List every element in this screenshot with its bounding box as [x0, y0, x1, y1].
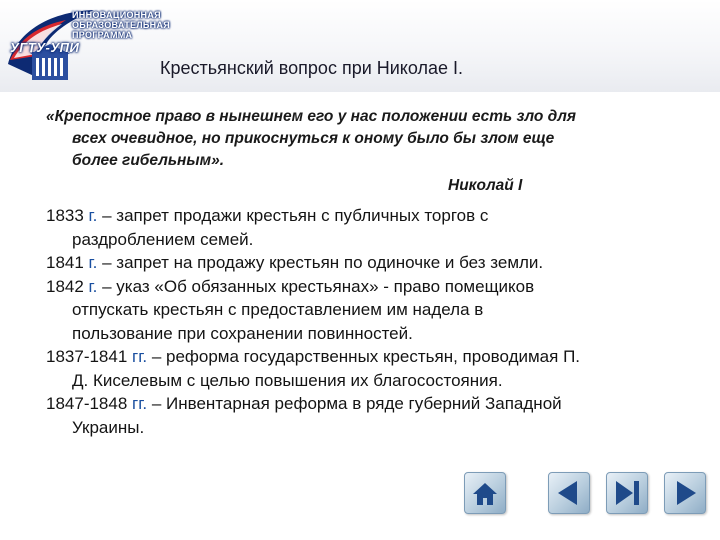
next-slide-button[interactable]	[664, 472, 706, 514]
event-year-suffix: г.	[83, 276, 98, 296]
event-line	[46, 275, 706, 299]
event-line	[46, 345, 706, 369]
quote-line: всех очевидное, но прикоснуться к оному было бы злом еще	[72, 130, 555, 147]
quote-block	[46, 106, 696, 172]
event-line: Украины.	[72, 417, 145, 437]
logo-caption	[72, 10, 171, 40]
event-year-suffix: гг.	[127, 394, 148, 413]
home-button[interactable]	[464, 472, 506, 514]
event-text: – запрет на продажу крестьян по одиночке и без земли.	[97, 253, 544, 272]
event-year: 1833	[46, 206, 84, 225]
event-text: – указ «Об обязанных крестьянах» - право помещиков	[97, 276, 535, 296]
last-slide-button[interactable]	[606, 472, 648, 514]
event-item	[46, 204, 706, 251]
event-text: – Инвентарная реформа в ряде губерний Западной	[147, 394, 562, 413]
slide-title: Крестьянский вопрос при Николае I.	[160, 58, 464, 78]
event-line: пользование при сохранении повинностей.	[72, 323, 413, 343]
quote-line: «Крепостное право в нынешнем его у нас положении есть зло для	[46, 108, 577, 125]
arrow-right-icon	[665, 473, 705, 513]
event-item	[46, 275, 706, 346]
quote-author: Николай I	[448, 177, 523, 194]
event-item	[46, 251, 706, 275]
university-logo	[6, 4, 171, 84]
event-year: 1847-1848	[46, 394, 128, 413]
event-text: – запрет продажи крестьян с публичных торгов с	[97, 206, 489, 225]
arrow-left-icon	[549, 473, 589, 513]
event-year: 1837-1841	[46, 347, 128, 366]
event-line	[46, 392, 706, 416]
event-item	[46, 345, 706, 392]
event-year-suffix: г.	[83, 253, 98, 272]
logo-caption-line: ИННОВАЦИОННАЯ	[72, 10, 161, 20]
event-line	[46, 251, 706, 275]
event-text: – реформа государственных крестьян, проводимая П.	[147, 347, 581, 366]
quote-line: более гибельным».	[72, 152, 225, 169]
event-year: 1841	[46, 253, 84, 272]
events-list	[46, 204, 706, 439]
event-year: 1842	[46, 276, 84, 296]
logo-caption-line: ПРОГРАММА	[72, 30, 133, 40]
logo-brand: УГТУ-УПИ	[10, 40, 80, 55]
event-year-suffix: гг.	[127, 347, 148, 366]
home-icon	[465, 473, 505, 513]
skip-to-end-icon	[607, 473, 647, 513]
event-year-suffix: г.	[83, 206, 98, 225]
previous-slide-button[interactable]	[548, 472, 590, 514]
event-line	[46, 204, 706, 228]
event-line: отпускать крестьян с предоставлением им надела в	[72, 300, 484, 319]
event-line: раздроблением семей.	[72, 229, 254, 249]
event-line: Д. Киселевым с целью повышения их благосостояния.	[72, 370, 503, 390]
event-item	[46, 392, 706, 439]
logo-caption-line: ОБРАЗОВАТЕЛЬНАЯ	[72, 20, 171, 30]
